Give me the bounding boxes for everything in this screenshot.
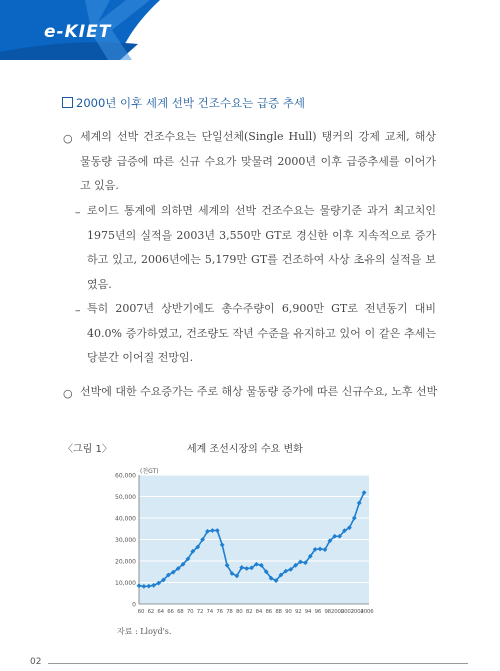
x-tick-label: 2002 bbox=[340, 609, 354, 615]
x-tick-label: 76 bbox=[216, 609, 223, 615]
y-tick-label: 0 bbox=[132, 601, 136, 609]
circle-bullet-icon: ○ bbox=[63, 132, 73, 145]
demand-line-chart bbox=[0, 452, 500, 632]
paragraph-3: 특히 2007년 상반기에도 총수주량이 6,900만 GT로 전년동기 대비 40.0% 증가하였고, 건조량도 작년 수준을 유지하고 있어 이 같은 추세는 당분간 이어질 전망임. bbox=[87, 302, 436, 364]
figure-title: 세계 조선시장의 수요 변화 bbox=[187, 444, 303, 455]
dash-bullet-icon: – bbox=[75, 206, 81, 219]
figure-source: 자료 : Lloyd's. bbox=[117, 627, 172, 636]
x-tick-label: 84 bbox=[255, 609, 263, 615]
y-tick-label: 50,000 bbox=[115, 494, 136, 501]
x-tick-label: 94 bbox=[304, 609, 312, 615]
x-tick-label: 90 bbox=[285, 609, 292, 615]
x-tick-label: 64 bbox=[157, 609, 164, 615]
y-tick-label: 30,000 bbox=[115, 537, 136, 544]
x-tick-label: 62 bbox=[147, 609, 155, 615]
figure-label: 〈그림 1〉 bbox=[63, 444, 112, 455]
paragraph-2: 로이드 통계에 의하면 세계의 선박 건조수요는 물량기준 과거 최고치인 1975년의 실적을 2003년 3,550만 GT로 경신한 이후 지속적으로 증가하고 있고, 2006년에는 5,179만 GT를 건조하여 사상 초유의 실적을 보였음. bbox=[87, 204, 436, 291]
paragraph-1: 세계의 선박 건조수요는 단일선체(Single Hull) 탱커의 강제 교체, 해상 물동량 급증에 따른 신규 수요가 맞물려 2000년 이후 급증추세를 이어가고 있음. bbox=[80, 130, 436, 192]
x-tick-label: 86 bbox=[265, 609, 272, 615]
x-tick-label: 2006 bbox=[360, 609, 374, 615]
x-tick-label: 2004 bbox=[350, 609, 364, 615]
footer-divider bbox=[48, 663, 468, 664]
x-tick-label: 80 bbox=[236, 609, 243, 615]
x-tick-label: 78 bbox=[226, 609, 233, 615]
page-number: 02 bbox=[30, 657, 42, 667]
x-tick-label: 96 bbox=[314, 609, 322, 615]
paragraph-4: 선박에 대한 수요증가는 주로 해상 물동량 증가에 따른 신규수요, 노후 선박 bbox=[80, 385, 438, 398]
x-tick-label: 70 bbox=[186, 609, 194, 615]
x-tick-label: 92 bbox=[294, 609, 302, 615]
x-tick-label: 60 bbox=[137, 609, 145, 615]
y-tick-label: 60,000 bbox=[115, 472, 136, 480]
dash-bullet-icon: – bbox=[75, 304, 81, 317]
square-bullet-icon bbox=[62, 97, 73, 108]
section-title-text: 2000년 이후 세계 선박 건조수요는 급증 추세 bbox=[76, 96, 305, 110]
section-title bbox=[62, 95, 305, 111]
x-tick-label: 72 bbox=[196, 609, 204, 615]
x-tick-label: 66 bbox=[167, 609, 174, 615]
x-tick-label: 2000 bbox=[331, 609, 344, 615]
x-tick-label: 68 bbox=[177, 609, 184, 615]
logo: e-KIET bbox=[44, 22, 112, 42]
x-tick-label: 88 bbox=[275, 609, 282, 615]
y-tick-label: 20,000 bbox=[115, 558, 136, 566]
header-banner bbox=[0, 0, 500, 60]
x-tick-label: 82 bbox=[245, 609, 253, 615]
x-tick-label: 74 bbox=[206, 609, 214, 615]
x-tick-label: 98 bbox=[324, 609, 331, 615]
y-tick-label: 40,000 bbox=[115, 515, 136, 523]
y-tick-label: 10,000 bbox=[115, 580, 136, 587]
y-axis-unit-label: (천GT) bbox=[140, 468, 159, 475]
circle-bullet-icon: ○ bbox=[63, 387, 73, 400]
